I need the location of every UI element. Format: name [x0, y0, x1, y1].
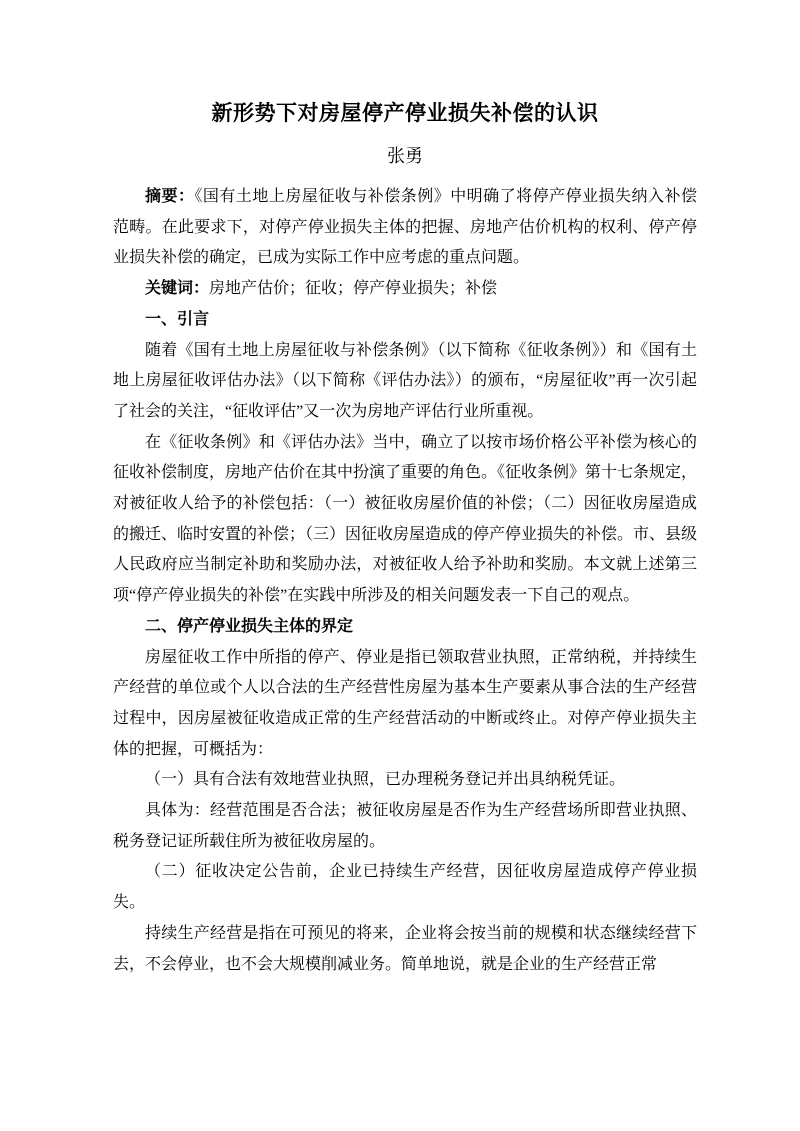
author-name: 张勇 [387, 146, 423, 166]
section2-paragraph-3: 具体为：经营范围是否合法；被征收房屋是否作为生产经营场所即营业执照、税务登记证所载住所为被征收房屋的。 [113, 802, 697, 850]
keywords-text: 房地产估价；征收；停产停业损失；补偿 [209, 280, 498, 298]
section2-paragraph-4: （二）征收决定公告前，企业已持续生产经营，因征收房屋造成停产停业损失。 [113, 863, 697, 912]
section2-paragraph-1: 房屋征收工作中所指的停产、停业是指已领取营业执照，正常纳税，并持续生产经营的单位或个人以合法的生产经营性房屋为基本生产要素从事合法的生产经营过程中，因房屋被征收造成正常的生产经营活动的中断或终止。对停产停业损失主体的把握，可概括为： [113, 648, 697, 758]
section1-paragraph-1: 随着《国有土地上房屋征收与补偿条例》（以下简称《征收条例》）和《国有土地上房屋征收评估办法》（以下简称《评估办法》）的颁布，“房屋征收”再一次引起了社会的关注，“征收评估”又一次为房地产评估行业所重视。 [113, 341, 697, 420]
section1-paragraph-2: 在《征收条例》和《评估办法》当中，确立了以按市场价格公平补偿为核心的征收补偿制度，房地产估价在其中扮演了重要的角色。《征收条例》第十七条规定，对被征收人给予的补偿包括：（一）被征收房屋价值的补偿；（二）因征收房屋造成的搬迁、临时安置的补偿；（三）因征收房屋造成的停产停业损失的补偿。市、县级人民政府应当制定补助和奖励办法，对被征收人给予补助和奖励。本文就上述第三项“停产停业损失的补偿”在实践中所涉及的相关问题发表一下自己的观点。 [113, 433, 698, 605]
section2-paragraph-2: （一）具有合法有效地营业执照，已办理税务登记并出具纳税凭证。 [145, 771, 626, 789]
keywords-label: 关键词： [145, 280, 210, 298]
keywords-paragraph [113, 274, 697, 305]
document-body [113, 182, 697, 980]
section2-paragraph-5: 持续生产经营是指在可预见的将来，企业将会按当前的规模和状态继续经营下去，不会停业，也不会大规模削减业务。简单地说，就是企业的生产经营正常 [113, 924, 697, 973]
abstract-label: 摘要： [145, 188, 195, 205]
abstract-paragraph [113, 182, 697, 274]
document-title: 新形势下对房屋停产停业损失补偿的认识 [211, 101, 599, 125]
section1-heading: 一、引言 [145, 310, 210, 328]
abstract-text: 《国有土地上房屋征收与补偿条例》中明确了将停产停业损失纳入补偿范畴。在此要求下，对停产停业损失主体的把握、房地产估价机构的权利、停产停业损失补偿的确定，已成为实际工作中应考虑的重点问题。 [113, 188, 697, 267]
section2-heading: 二、停产停业损失主体的界定 [145, 617, 354, 635]
